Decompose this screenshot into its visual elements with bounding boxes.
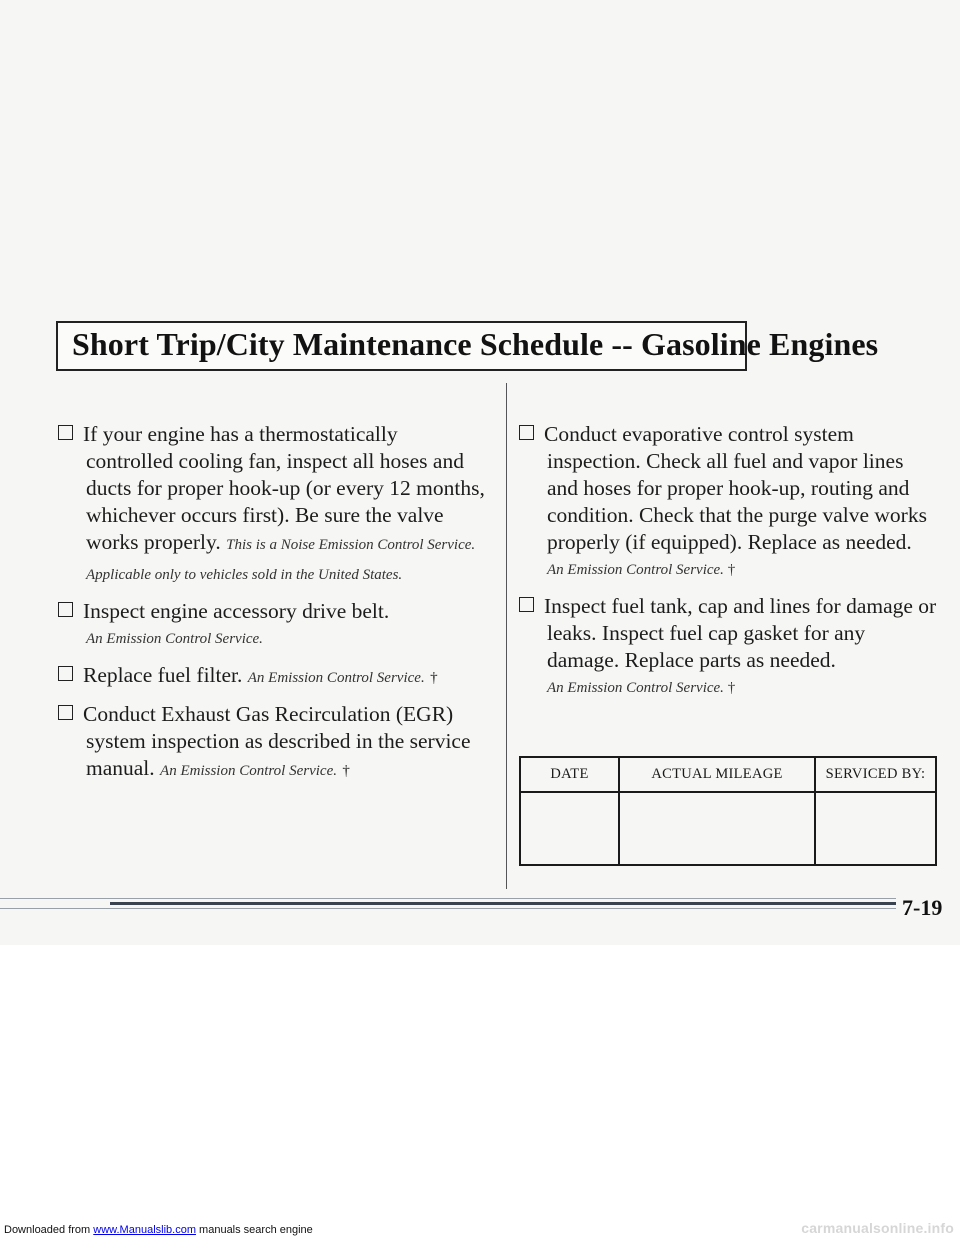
right-column (519, 421, 939, 711)
mileage-cell[interactable] (619, 792, 815, 865)
item-text: If your engine has a thermostatically controlled cooling fan, inspect all hoses and ducts for proper hook-up (or every 12 months, whichever occurs first). Be sure the valve works properly. (83, 422, 485, 554)
dagger-mark: † (727, 562, 736, 578)
item-note: An Emission Control Service. † (547, 680, 736, 696)
column-divider (506, 383, 507, 889)
footer-prefix: Downloaded from (4, 1224, 91, 1236)
date-column-header: DATE (520, 757, 619, 792)
checklist-item (519, 421, 939, 584)
serviced-by-cell[interactable] (815, 792, 936, 865)
item-text: Inspect fuel tank, cap and lines for damage or leaks. Inspect fuel cap gasket for any damage. Replace parts as needed. (544, 594, 937, 672)
footer-rule-thick (110, 902, 940, 905)
footer-rule (0, 908, 940, 909)
footer-suffix: manuals search engine (199, 1224, 313, 1236)
left-column (58, 421, 490, 794)
serviced-by-column-header: SERVICED BY: (815, 757, 936, 792)
download-footer (4, 1224, 313, 1236)
item-text: Inspect engine accessory drive belt. (83, 599, 390, 623)
footer-rule (0, 898, 940, 899)
mileage-column-header: ACTUAL MILEAGE (619, 757, 815, 792)
page-title: Short Trip/City Maintenance Schedule -- Gasoline Engines (72, 326, 879, 362)
checkbox-icon[interactable] (58, 705, 73, 720)
item-text: Conduct evaporative control system inspection. Check all fuel and vapor lines and hoses for proper hook-up, routing and condition. Check that the purge valve works properly (if equipped). Replace as needed. (544, 422, 927, 554)
manualslib-link[interactable]: www.Manualslib.com (93, 1224, 196, 1236)
checklist-item (58, 598, 490, 653)
checkbox-icon[interactable] (58, 425, 73, 440)
table-row (520, 792, 936, 865)
checkbox-icon[interactable] (58, 666, 73, 681)
date-cell[interactable] (520, 792, 619, 865)
checklist-item (58, 421, 490, 589)
item-note: An Emission Control Service. † (547, 562, 736, 578)
item-note: An Emission Control Service. (86, 631, 263, 647)
dagger-mark: † (430, 670, 438, 686)
service-log-table (519, 756, 937, 866)
checkbox-icon[interactable] (519, 597, 534, 612)
checklist-item (519, 593, 939, 702)
item-text: Replace fuel filter. (83, 663, 243, 687)
checkbox-icon[interactable] (58, 602, 73, 617)
item-note: An Emission Control Service. (160, 763, 337, 779)
item-text: Conduct Exhaust Gas Recirculation (EGR) system inspection as described in the service manual. (83, 702, 471, 780)
watermark: carmanualsonline.info (801, 1220, 954, 1236)
checklist-item (58, 662, 490, 692)
checkbox-icon[interactable] (519, 425, 534, 440)
page-number: 7-19 (896, 895, 942, 921)
item-note: An Emission Control Service. (247, 670, 425, 686)
item-note: This is a Noise Emission Control Service. Applicable only to vehicles sold in the United States. (86, 537, 476, 583)
dagger-mark: † (727, 680, 736, 696)
dagger-mark: † (342, 763, 350, 779)
checklist-item (58, 701, 490, 785)
